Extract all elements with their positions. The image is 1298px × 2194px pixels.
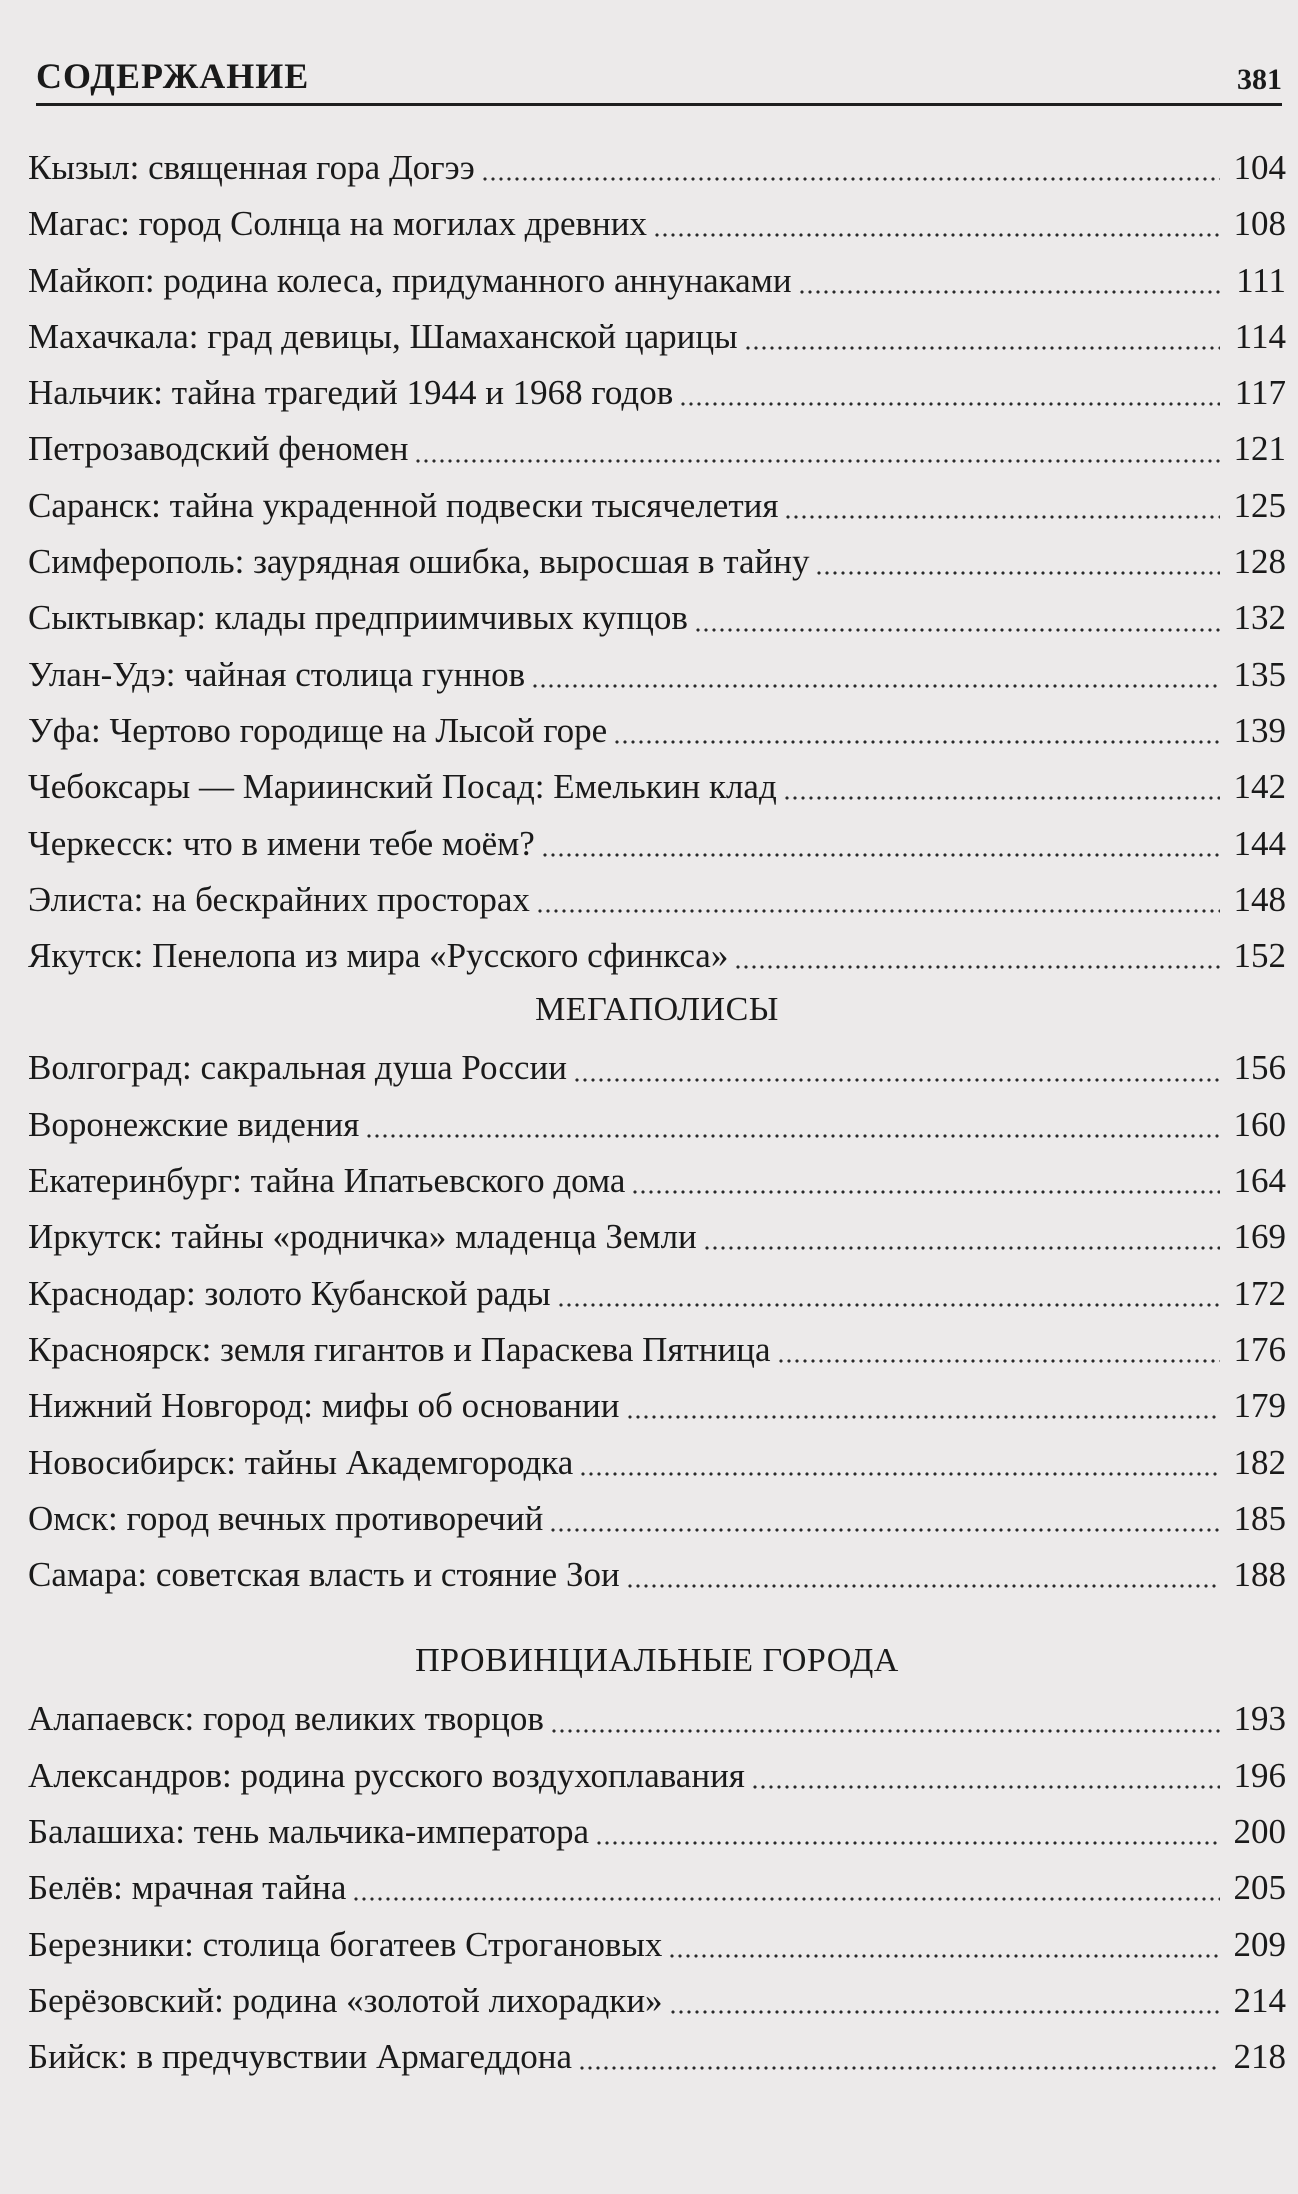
toc-entry-title: Омск: город вечных противоречий bbox=[28, 1498, 544, 1538]
dot-leader bbox=[414, 456, 1220, 466]
table-of-contents bbox=[28, 140, 1286, 2086]
toc-entry-title: Сыктывкар: клады предприимчивых купцов bbox=[28, 598, 688, 638]
toc-entry-page: 185 bbox=[1233, 1498, 1286, 1538]
toc-entry bbox=[28, 534, 1286, 590]
toc-entry-title: Балашиха: тень мальчика-императора bbox=[28, 1812, 590, 1852]
toc-entry bbox=[28, 703, 1286, 759]
toc-entry-title: Александров: родина русского воздухоплавания bbox=[28, 1755, 745, 1795]
toc-entry-page: 169 bbox=[1233, 1217, 1286, 1257]
dot-leader bbox=[557, 1300, 1220, 1310]
toc-entry bbox=[28, 1804, 1286, 1860]
toc-entry-title: Белёв: мрачная тайна bbox=[28, 1868, 347, 1908]
dot-leader bbox=[668, 1951, 1220, 1961]
toc-list-megapolises bbox=[28, 1040, 1286, 1603]
section-heading-megapolises: МЕГАПОЛИСЫ bbox=[535, 991, 779, 1029]
toc-entry-page: 108 bbox=[1233, 204, 1286, 244]
dot-leader bbox=[626, 1581, 1220, 1591]
header-title: СОДЕРЖАНИЕ bbox=[36, 56, 310, 96]
toc-entry-title: Майкоп: родина колеса, придуманного аннунаками bbox=[28, 260, 792, 300]
toc-entry bbox=[28, 1973, 1286, 2029]
dot-leader bbox=[481, 174, 1220, 184]
toc-entry-page: 160 bbox=[1233, 1104, 1286, 1144]
toc-entry-title: Екатеринбург: тайна Ипатьевского дома bbox=[28, 1161, 626, 1201]
toc-entry-title: Берёзовский: родина «золотой лихорадки» bbox=[28, 1980, 663, 2020]
toc-entry bbox=[28, 1097, 1286, 1153]
toc-entry bbox=[28, 872, 1286, 928]
toc-entry bbox=[28, 1435, 1286, 1491]
dot-leader bbox=[669, 2007, 1220, 2017]
dot-leader bbox=[679, 399, 1220, 409]
dot-leader bbox=[573, 1075, 1220, 1085]
toc-entry-title: Элиста: на бескрайних просторах bbox=[28, 879, 530, 919]
dot-leader bbox=[783, 793, 1220, 803]
toc-entry-page: 182 bbox=[1233, 1442, 1286, 1482]
toc-entry bbox=[28, 1691, 1286, 1747]
toc-entry bbox=[28, 1378, 1286, 1434]
toc-entry bbox=[28, 759, 1286, 815]
toc-entry-page: 209 bbox=[1233, 1924, 1286, 1964]
toc-entry bbox=[28, 421, 1286, 477]
dot-leader bbox=[815, 568, 1220, 578]
toc-entry bbox=[28, 1322, 1286, 1378]
toc-entry-title: Магас: город Солнца на могилах древних bbox=[28, 204, 648, 244]
dot-leader bbox=[798, 287, 1220, 297]
toc-entry bbox=[28, 1209, 1286, 1265]
dot-leader bbox=[744, 343, 1220, 353]
toc-entry-page: 164 bbox=[1233, 1161, 1286, 1201]
header-page-number: 381 bbox=[1237, 63, 1282, 96]
dot-leader bbox=[631, 1187, 1220, 1197]
running-header bbox=[36, 56, 1282, 106]
dot-leader bbox=[595, 1838, 1220, 1848]
toc-entry bbox=[28, 1860, 1286, 1916]
toc-entry bbox=[28, 1547, 1286, 1603]
toc-entry-title: Краснодар: золото Кубанской рады bbox=[28, 1273, 551, 1313]
toc-entry-title: Чебоксары — Мариинский Посад: Емелькин клад bbox=[28, 767, 777, 807]
dot-leader bbox=[550, 1726, 1220, 1736]
toc-entry-page: 139 bbox=[1233, 710, 1286, 750]
toc-entry-page: 179 bbox=[1233, 1386, 1286, 1426]
toc-entry-page: 176 bbox=[1233, 1329, 1286, 1369]
toc-entry-page: 205 bbox=[1233, 1868, 1286, 1908]
toc-entry bbox=[28, 816, 1286, 872]
dot-leader bbox=[734, 962, 1220, 972]
dot-leader bbox=[694, 625, 1220, 635]
toc-entry bbox=[28, 365, 1286, 421]
dot-leader bbox=[365, 1131, 1220, 1141]
toc-entry-title: Нальчик: тайна трагедий 1944 и 1968 годов bbox=[28, 373, 674, 413]
toc-entry bbox=[28, 590, 1286, 646]
toc-entry-title: Иркутск: тайны «родничка» младенца Земли bbox=[28, 1217, 697, 1257]
toc-entry-title: Алапаевск: город великих творцов bbox=[28, 1699, 544, 1739]
toc-entry-page: 188 bbox=[1233, 1555, 1286, 1595]
toc-entry-title: Красноярск: земля гигантов и Параскева Пятница bbox=[28, 1329, 771, 1369]
toc-entry-page: 135 bbox=[1233, 654, 1286, 694]
toc-entry-title: Якутск: Пенелопа из мира «Русского сфинкса» bbox=[28, 936, 729, 976]
toc-entry-page: 144 bbox=[1233, 823, 1286, 863]
toc-entry-page: 156 bbox=[1233, 1048, 1286, 1088]
toc-entry-title: Уфа: Чертово городище на Лысой горе bbox=[28, 710, 608, 750]
toc-entry-title: Нижний Новгород: мифы об основании bbox=[28, 1386, 620, 1426]
toc-entry-title: Черкесск: что в имени тебе моём? bbox=[28, 823, 535, 863]
toc-entry-title: Кызыл: священная гора Догээ bbox=[28, 148, 475, 187]
dot-leader bbox=[352, 1894, 1220, 1904]
toc-entry bbox=[28, 1266, 1286, 1322]
toc-entry-page: 132 bbox=[1233, 598, 1286, 638]
toc-entry-title: Волгоград: сакральная душа России bbox=[28, 1048, 567, 1088]
toc-entry bbox=[28, 196, 1286, 252]
toc-entry-page: 114 bbox=[1234, 316, 1286, 356]
dot-leader bbox=[751, 1782, 1220, 1792]
toc-entry-page: 117 bbox=[1234, 373, 1286, 413]
toc-entry-page: 104 bbox=[1233, 148, 1286, 187]
dot-leader bbox=[531, 681, 1220, 691]
toc-entry-page: 125 bbox=[1233, 485, 1286, 525]
toc-entry-page: 214 bbox=[1233, 1980, 1286, 2020]
toc-entry-page: 152 bbox=[1233, 936, 1286, 976]
dot-leader bbox=[549, 1525, 1220, 1535]
toc-entry-title: Самара: советская власть и стояние Зои bbox=[28, 1555, 620, 1595]
toc-entry bbox=[28, 928, 1286, 984]
toc-entry-page: 196 bbox=[1233, 1755, 1286, 1795]
toc-entry-page: 218 bbox=[1233, 2037, 1286, 2077]
toc-entry-title: Бийск: в предчувствии Армагеддона bbox=[28, 2037, 572, 2077]
toc-entry bbox=[28, 1153, 1286, 1209]
dot-leader bbox=[703, 1243, 1220, 1253]
toc-entry-page: 111 bbox=[1236, 260, 1286, 300]
toc-entry-page: 193 bbox=[1233, 1699, 1286, 1739]
toc-list-republics bbox=[28, 140, 1286, 984]
toc-list-provincial bbox=[28, 1691, 1286, 2085]
toc-entry bbox=[28, 478, 1286, 534]
toc-entry-title: Махачкала: град девицы, Шамаханской царицы bbox=[28, 316, 738, 356]
dot-leader bbox=[536, 906, 1220, 916]
toc-entry bbox=[28, 1748, 1286, 1804]
toc-entry bbox=[28, 309, 1286, 365]
dot-leader bbox=[653, 230, 1220, 240]
toc-entry-title: Новосибирск: тайны Академгородка bbox=[28, 1442, 574, 1482]
dot-leader bbox=[578, 2063, 1220, 2073]
toc-entry-page: 142 bbox=[1233, 767, 1286, 807]
dot-leader bbox=[777, 1356, 1220, 1366]
dot-leader bbox=[626, 1412, 1221, 1422]
toc-entry-title: Улан-Удэ: чайная столица гуннов bbox=[28, 654, 526, 694]
toc-entry bbox=[28, 140, 1286, 196]
toc-entry-page: 148 bbox=[1233, 879, 1286, 919]
dot-leader bbox=[541, 850, 1220, 860]
toc-entry bbox=[28, 253, 1286, 309]
dot-leader bbox=[784, 512, 1220, 522]
toc-entry-title: Саранск: тайна украденной подвески тысячелетия bbox=[28, 485, 779, 525]
toc-entry bbox=[28, 1917, 1286, 1973]
toc-entry-page: 128 bbox=[1233, 542, 1286, 582]
toc-entry-page: 172 bbox=[1233, 1273, 1286, 1313]
toc-entry-page: 200 bbox=[1233, 1812, 1286, 1852]
toc-entry-page: 121 bbox=[1233, 429, 1286, 469]
dot-leader bbox=[613, 737, 1220, 747]
toc-entry-title: Петрозаводский феномен bbox=[28, 429, 409, 469]
toc-entry bbox=[28, 1040, 1286, 1096]
toc-entry bbox=[28, 2029, 1286, 2085]
toc-entry-title: Воронежские видения bbox=[28, 1104, 360, 1144]
toc-entry-title: Березники: столица богатеев Строгановых bbox=[28, 1924, 663, 1964]
dot-leader bbox=[579, 1469, 1220, 1479]
toc-entry bbox=[28, 647, 1286, 703]
section-heading-provincial: ПРОВИНЦИАЛЬНЫЕ ГОРОДА bbox=[415, 1642, 899, 1680]
toc-entry-title: Симферополь: заурядная ошибка, выросшая в тайну bbox=[28, 542, 810, 582]
toc-entry bbox=[28, 1491, 1286, 1547]
